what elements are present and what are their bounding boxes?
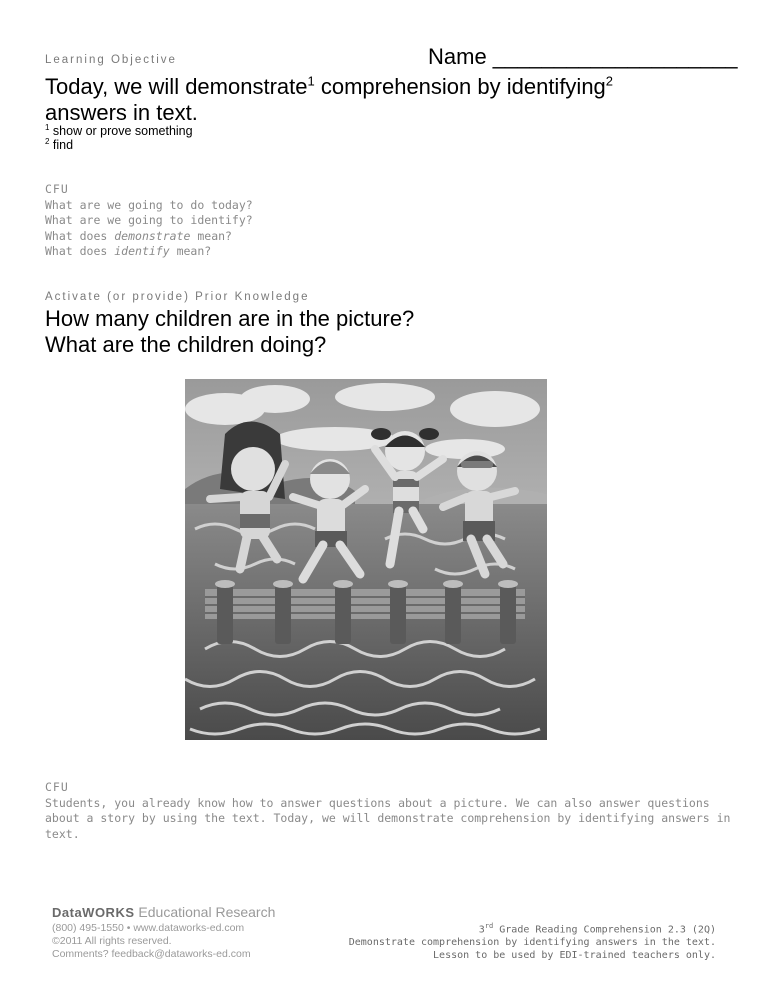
cfu-question-1: What are we going to do today? xyxy=(45,197,253,212)
dataworks-logo: DataWORKS Educational Research xyxy=(52,904,276,920)
footnote-ref-2: 2 xyxy=(605,73,614,89)
footer-copyright: ©2011 All rights reserved. xyxy=(52,935,172,947)
prior-knowledge-label: Activate (or provide) Prior Knowledge xyxy=(45,291,310,303)
footer-contact: (800) 495-1550 • www.dataworks-ed.com xyxy=(52,922,245,934)
illustration-svg xyxy=(185,379,547,740)
cfu-paragraph-line-3: text. xyxy=(45,826,80,841)
objective-text-part2: comprehension by identifying xyxy=(314,74,606,99)
objective-text-part1: Today, we will demonstrate xyxy=(45,74,308,99)
footnote-ref-1: 1 xyxy=(307,73,315,89)
cfu-paragraph-line-2: about a story by using the text. Today, we will demonstrate comprehension by identifying answers in xyxy=(45,811,731,825)
objective-statement xyxy=(45,74,745,126)
prior-question-1: How many children are in the picture? xyxy=(45,306,415,331)
learning-objective-label: Learning Objective xyxy=(45,54,177,66)
footer-brand xyxy=(52,904,275,961)
prior-knowledge-questions xyxy=(45,306,414,358)
footnote-2: $^2$ find xyxy=(45,136,74,152)
cfu-paragraph-line-1: Students, you already know how to answer questions about a picture. We can also answer questions xyxy=(45,795,710,810)
footnote-1: $^1$ show or prove something xyxy=(45,122,193,138)
cfu-section-1 xyxy=(45,182,253,260)
cfu-question-3: What does demonstrate mean? xyxy=(45,228,232,243)
footer-lesson-note: Lesson to be used by EDI-trained teachers only. xyxy=(433,950,716,962)
footer-lesson-description: Demonstrate comprehension by identifying answers in the text. xyxy=(348,937,716,949)
name-field-label: Name ____________________ xyxy=(428,44,738,69)
cfu-section-2 xyxy=(45,780,745,842)
footer-comments: Comments? feedback@dataworks-ed.com xyxy=(52,948,251,960)
footer-grade-line: 3rd Grade Reading Comprehension 2.3 (2Q) xyxy=(478,922,716,936)
footer-lesson-info xyxy=(349,920,716,962)
prior-question-2: What are the children doing? xyxy=(45,332,327,357)
cfu-label: CFU xyxy=(45,182,69,196)
cfu-label-2: CFU xyxy=(45,780,69,794)
cfu-question-4: What does identify mean? xyxy=(45,244,212,258)
cfu-question-2: What are we going to identify? xyxy=(45,213,253,227)
children-jumping-illustration xyxy=(185,379,547,740)
objective-text-line2: answers in text. xyxy=(45,100,198,125)
footnotes xyxy=(45,124,193,152)
